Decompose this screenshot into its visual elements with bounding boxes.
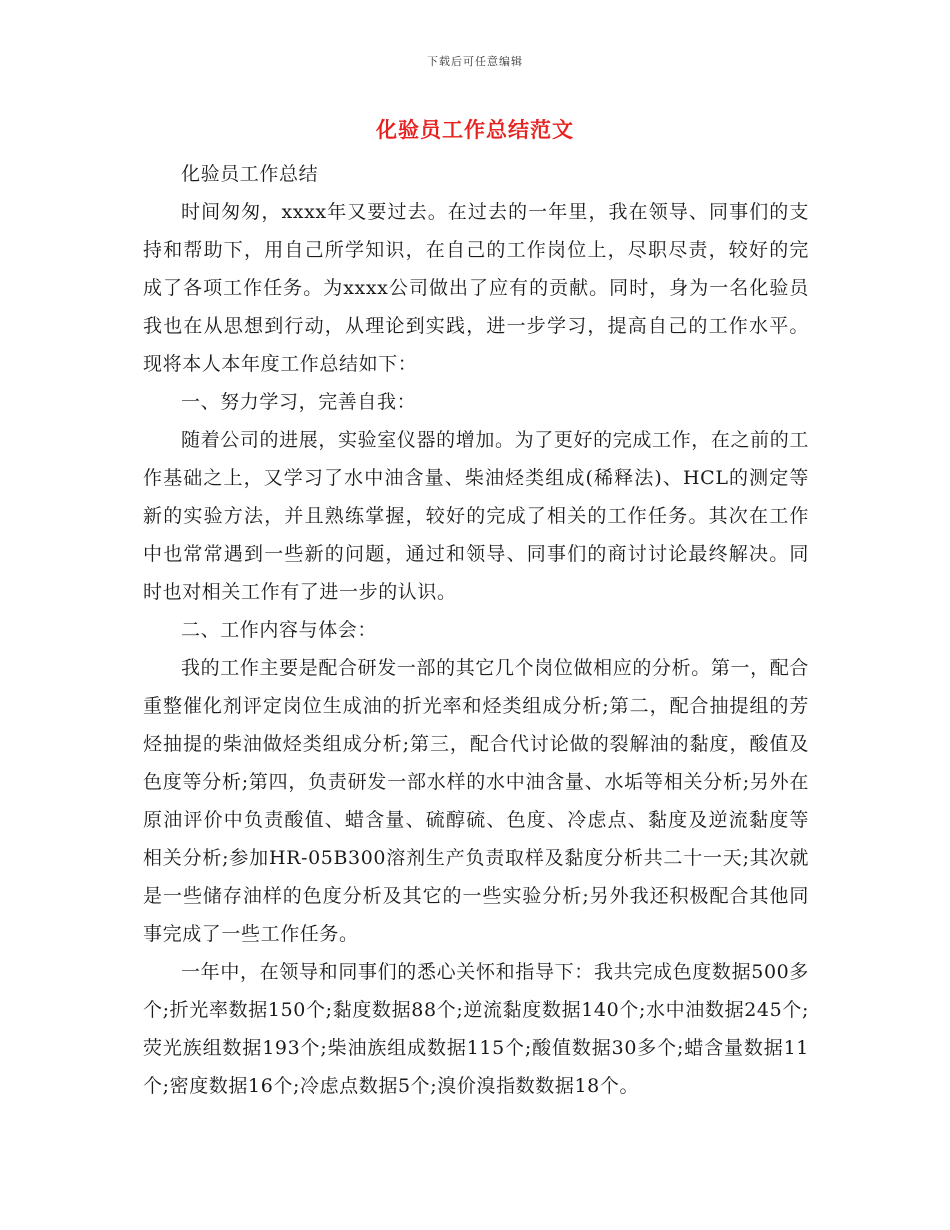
document-title: 化验员工作总结范文 (376, 117, 574, 142)
section-heading-1: 一、努力学习，完善自我： (181, 391, 417, 413)
section-heading-2: 二、工作内容与体会： (181, 619, 378, 641)
header-note: 下载后可任意编辑 (427, 55, 523, 68)
paragraph-subtitle: 化验员工作总结 (181, 163, 319, 185)
paragraph-section-2: 我的工作主要是配合研发一部的其它几个岗位做相应的分析。第一，配合重整催化剂评定岗位生成油的折光率和烃类组成分析;第二，配合抽提组的芳烃抽提的柴油做烃类组成分析;第三，配合代讨论做的裂解油的黏度，酸值及色度等分析;第四，负责研发一部水样的水中油含量、水垢等相关分析;另外在原油评价中负责酸值、蜡含量、硫醇硫、色度、冷虑点、黏度及逆流黏度等相关分析;参加HR-05B300溶剂生产负责取样及黏度分析共二十一天;其次就是一些储存油样的色度分析及其它的一些实验分析;另外我还积极配合其他同事完成了一些工作任务。 (143, 657, 809, 945)
document-body (143, 155, 809, 1105)
paragraph-statistics: 一年中，在领导和同事们的悉心关怀和指导下：我共完成色度数据500多个;折光率数据150个;黏度数据88个;逆流黏度数据140个;水中油数据245个;荧光族组数据193个;柴油族组成数据115个;酸值数据30多个;蜡含量数据11个;密度数据16个;冷虑点数据5个;溴价溴指数数据18个。 (143, 961, 809, 1097)
paragraph-section-1: 随着公司的进展，实验室仪器的增加。为了更好的完成工作，在之前的工作基础之上，又学习了水中油含量、柴油烃类组成(稀释法)、HCL的测定等新的实验方法，并且熟练掌握，较好的完成了相关的工作任务。其次在工作中也常常遇到一些新的问题，通过和领导、同事们的商讨讨论最终解决。同时也对相关工作有了进一步的认识。 (143, 429, 809, 603)
paragraph-intro: 时间匆匆，xxxx年又要过去。在过去的一年里，我在领导、同事们的支持和帮助下，用自己所学知识，在自己的工作岗位上，尽职尽责，较好的完成了各项工作任务。为xxxx公司做出了应有的贡献。同时，身为一名化验员我也在从思想到行动，从理论到实践，进一步学习，提高自己的工作水平。现将本人本年度工作总结如下： (143, 201, 809, 375)
